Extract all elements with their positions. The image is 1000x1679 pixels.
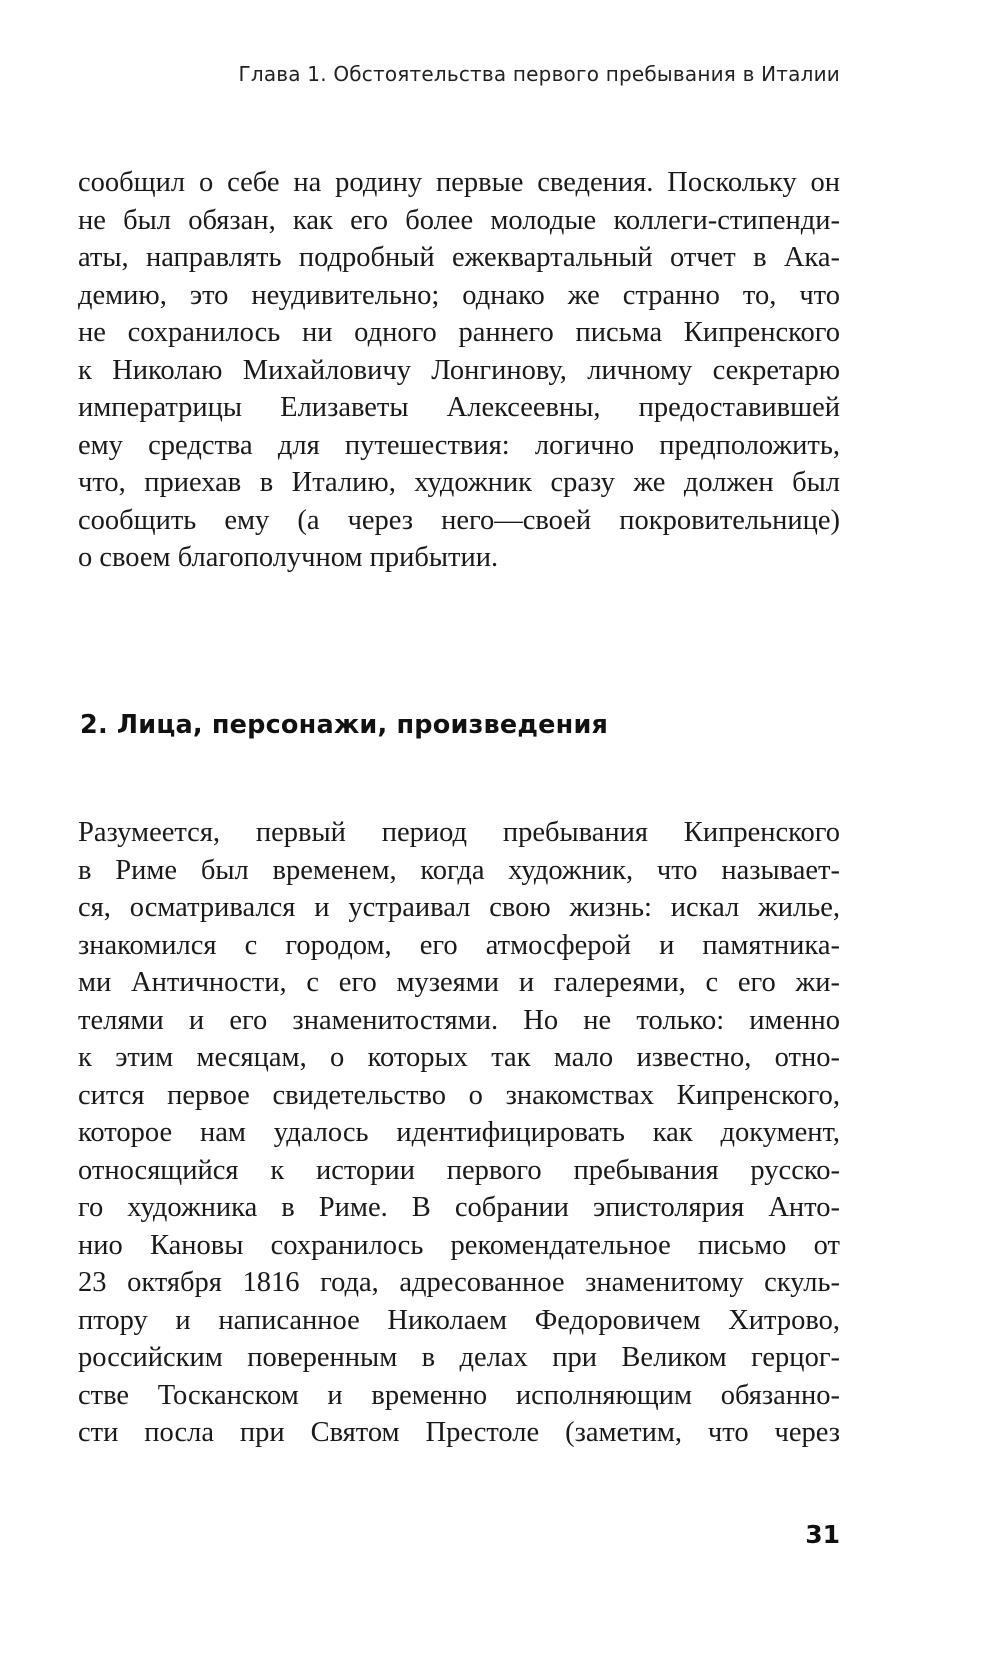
page-number: 31 [805,1520,840,1549]
text-line: 23 октября 1816 года, адресованное знаменитому скуль- [78,1267,840,1298]
text-line: сти посла при Святом Престоле (заметим, что через [78,1417,840,1448]
text-line: к этим месяцам, о которых так мало известно, отно- [78,1042,840,1073]
text-line: ему средства для путешествия: логично предположить, [78,429,840,461]
text-line: относящийся к истории первого пребывания русско- [78,1154,840,1186]
text-line: ми Античности, с его музеями и галереями, с его жи- [78,967,840,998]
text-line: Разумеется, первый период пребывания Кипренского [78,817,840,848]
text-line: телями и его знаменитостями. Но не только: именно [78,1004,840,1036]
text-line: что, приехав в Италию, художник сразу же должен был [78,467,840,498]
text-line: которое нам удалось идентифицировать как документ, [78,1117,840,1148]
text-line: аты, направлять подробный ежеквартальный отчет в Ака- [78,242,840,273]
text-line: го художника в Риме. В собрании эпистолярия Анто- [78,1192,840,1223]
text-line: нио Кановы сохранилось рекомендательное письмо от [78,1229,840,1261]
running-header: Глава 1. Обстоятельства первого пребывания в Италии [238,62,840,86]
text-line: сообщил о себе на родину первые сведения. Поскольку он [78,167,840,198]
paragraph-2 [78,814,840,1452]
text-line: в Риме был временем, когда художник, что называет- [78,854,840,886]
text-line: стве Тосканском и временно исполняющим обязанно- [78,1379,840,1411]
text-line: императрицы Елизаветы Алексеевны, предоставившей [78,392,840,423]
section-heading: 2. Лица, персонажи, произведения [80,710,609,740]
text-line: к Николаю Михайловичу Лонгинову, личному секретарю [78,354,840,386]
text-line: о своем благополучном прибытии. [78,542,499,573]
text-line: знакомился с городом, его атмосферой и памятника- [78,929,840,961]
text-line: ся, осматривался и устраивал свою жизнь: искал жилье, [78,892,840,923]
paragraph-1 [78,164,840,577]
text-line: сообщить ему (а через него—своей покровительнице) [78,504,840,536]
text-line: сится первое свидетельство о знакомствах Кипренского, [78,1079,840,1111]
text-line: птору и написанное Николаем Федоровичем Хитрово, [78,1304,840,1336]
text-line: демию, это неудивительно; однако же странно то, что [78,279,840,311]
text-line: не сохранилось ни одного раннего письма Кипренского [78,317,840,348]
text-line: не был обязан, как его более молодые коллеги-стипенди- [78,204,840,236]
text-line: российским поверенным в делах при Великом герцог- [78,1342,840,1373]
